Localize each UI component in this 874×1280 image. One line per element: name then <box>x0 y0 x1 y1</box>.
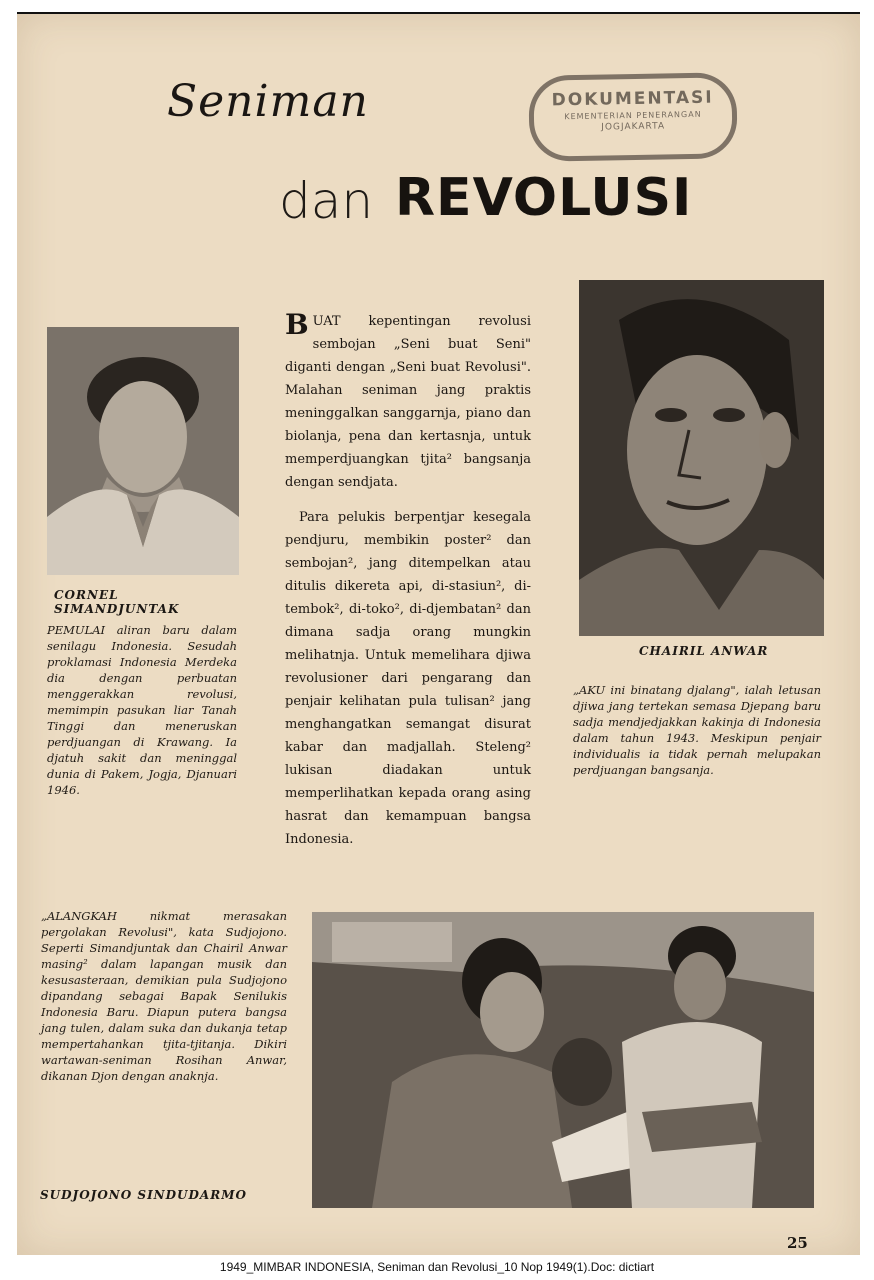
magazine-page <box>17 12 860 1255</box>
title-script: Seniman <box>167 76 369 127</box>
right-profile-name: CHAIRIL ANWAR <box>639 644 769 658</box>
stamp-line-2: KEMENTERIAN PENERANGAN <box>564 109 702 122</box>
dropcap: B <box>285 308 309 341</box>
main-article <box>285 310 531 863</box>
archive-stamp <box>528 72 737 162</box>
left-profile-caption: PEMULAI aliran baru dalam senilagu Indonesia. Sesudah proklamasi Indonesia Merdeka dia dengan perbuatan menggerakkan revolusi, memimpin pasukan liar Tanah Tinggi dan meneruskan perdjuangan di Krawang. Ia djatuh sakit dan meninggal dunia di Pakem, Jogja, Djanuari 1946. <box>47 623 237 797</box>
stamp-line-3: JOGJAKARTA <box>601 121 666 133</box>
article-paragraph-1-text: UAT kepentingan revolusi sembojan „Seni buat Seni" diganti dengan „Seni buat Revolusi". Malahan seniman jang praktis meninggalkan sanggarnja, piano dan biolanja, pena dan kertasnja, untuk memperdjuangkan tjita² bangsanja dengan sendjata. <box>285 314 531 490</box>
document-footer: 1949_MIMBAR INDONESIA, Seniman dan Revolusi_10 Nop 1949(1).Doc: dictiart <box>219 1260 655 1274</box>
portrait-drawing-right <box>579 280 824 636</box>
group-photo <box>312 912 814 1208</box>
title-connector: dan <box>279 172 374 230</box>
article-paragraph-1 <box>285 310 531 494</box>
bottom-caption: „ALANGKAH nikmat merasakan pergolakan Revolusi", kata Sudjojono. Seperti Simandjuntak dan Chairil Anwar masing² dalam lapangan musik dan kesusasteraan, demikian pula Sudjojono dipandang sebagai Bapak Senilukis Indonesia Baru. Diapun putera bangsa jang tulen, dalam suka dan dukanja tetap mempertahankan tjita-tjitanja. Dikiri wartawan-seniman Rosihan Anwar, dikanan Djon dengan anaknja. <box>41 909 287 1083</box>
page-number: 25 <box>787 1234 808 1252</box>
page-title: REVOLUSI <box>395 168 693 228</box>
bottom-profile-name: SUDJOJONO SINDUDARMO <box>40 1188 247 1202</box>
stamp-line-1: DOKUMENTASI <box>551 87 714 111</box>
article-paragraph-2: Para pelukis berpentjar kesegala pendjuru, membikin poster² dan sembojan², jang ditempelkan atau ditulis dikereta api, di-stasiun², di-tembok², di-toko², di-djembatan² dan dimana sadja orang mungkin melihatnja. Untuk memelihara djiwa revolusioner dari pengarang dan penjair kelihatan pula tulisan² jang menghangatkan semangat disurat kabar dan madjallah. Steleng² lukisan diadakan untuk memperlihatkan kepada orang asing hasrat dan kemampuan bangsa Indonesia. <box>285 510 531 847</box>
portrait-photo-left <box>47 327 239 575</box>
left-profile-name: CORNEL SIMANDJUNTAK <box>54 588 180 616</box>
right-profile-caption: „AKU ini binatang djalang", ialah letusan djiwa jang tertekan semasa Djepang baru sadja mendjedjakkan kakinja di Indonesia dalam tahun 1943. Meskipun penjair individualis ia tidak pernah melupakan perdjuangan bangsanja. <box>573 683 821 777</box>
